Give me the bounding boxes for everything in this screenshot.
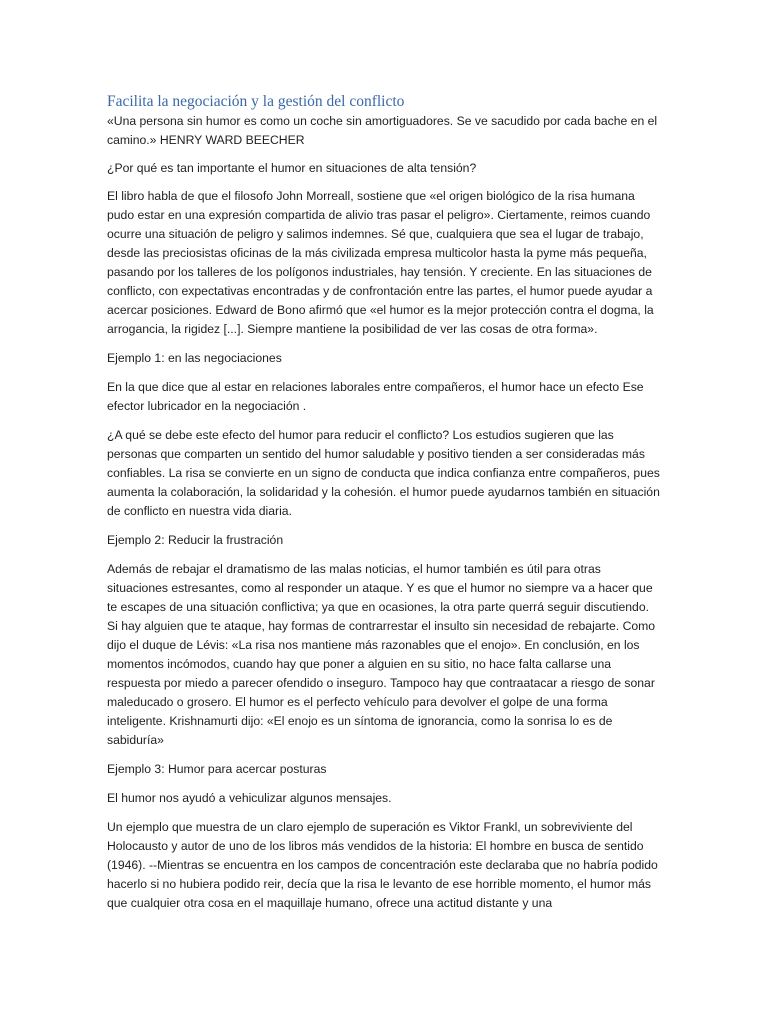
- opening-quote: «Una persona sin humor es como un coche sin amortiguadores. Se ve sacudido por cada bache en el camino.» HENRY WARD BEECHER: [107, 114, 658, 147]
- example-3-text: El humor nos ayudó a vehiculizar algunos mensajes.: [107, 791, 392, 805]
- example-1-text: En la que dice que al estar en relaciones laborales entre compañeros, el humor hace un efecto Ese efector lubricador en la negociación .: [107, 380, 644, 413]
- example-3-title: Ejemplo 3: Humor para acercar posturas: [107, 762, 327, 776]
- document-page: [107, 92, 663, 923]
- example-2-title: Ejemplo 2: Reducir la frustración: [107, 533, 284, 547]
- paragraph-3: Además de rebajar el dramatismo de las malas noticias, el humor también es útil para otras situaciones estresantes, como al responder un ataque. Y es que el humor no siempre va a hacer que te escapes de una situación conflictiva; ya que en ocasiones, la otra parte querrá seguir discutiendo. Si hay alguien que te ataque, hay formas de contrarrestar el insulto sin necesidad de rebajarte. Como dijo el duque de Lévis: «La risa nos mantiene más razonables que el enojo». En conclusión, en los momentos incómodos, cuando hay que poner a alguien en su sitio, no hace falta callarse una respuesta por miedo a parecer ofendido o inseguro. Tampoco hay que contraatacar a riesgo de sonar maleducado o grosero. El humor es el perfecto vehículo para devolver el golpe de una forma inteligente. Krishnamurti dijo: «El enojo es un síntoma de ignorancia, como la sonrisa lo es de sabiduría»: [107, 562, 656, 747]
- paragraph-2: ¿A qué se debe este efecto del humor para reducir el conflicto? Los estudios sugieren que las personas que comparten un sentido del humor saludable y positivo tienden a ser consideradas más confiables. La risa se convierte en un signo de conducta que indica confianza entre compañeros, pues aumenta la colaboración, la solidaridad y la cohesión. el humor puede ayudarnos también en situación de conflicto en nuestra vida diaria.: [107, 428, 660, 518]
- document-heading: Facilita la negociación y la gestión del conflicto: [107, 93, 405, 110]
- question-heading: ¿Por qué es tan importante el humor en situaciones de alta tensión?: [107, 161, 477, 175]
- paragraph-4: Un ejemplo que muestra de un claro ejemplo de superación es Viktor Frankl, un sobreviviente del Holocausto y autor de uno de los libros más vendidos de la historia: El hombre en busca de sentido (1946). --Mientras se encuentra en los campos de concentración este declaraba que no habría podido hacerlo si no hubiera podido reir, decía que la risa le levanto de ese horrible momento, el humor más que cualquier otra cosa en el maquillaje humano, ofrece una actitud distante y una: [107, 820, 658, 910]
- example-1-title: Ejemplo 1: en las negociaciones: [107, 351, 282, 365]
- paragraph-1: El libro habla de que el filosofo John Morreall, sostiene que «el origen biológico de la risa humana pudo estar en una expresión compartida de alivio tras pasar el peligro». Ciertamente, reimos cuando ocurre una situación de peligro y salimos indemnes. Sé que, cualquiera que sea el lugar de trabajo, desde las preciosistas oficinas de la más civilizada empresa multicolor hasta la pyme más pequeña, pasando por los talleres de los polígonos industriales, hay tensión. Y creciente. En las situaciones de conflicto, con expectativas encontradas y de confrontación entre las partes, el humor puede ayudar a acercar posiciones. Edward de Bono afirmó que «el humor es la mejor protección contra el dogma, la arrogancia, la rigidez [...]. Siempre mantiene la posibilidad de ver las cosas de otra forma».: [107, 189, 654, 336]
